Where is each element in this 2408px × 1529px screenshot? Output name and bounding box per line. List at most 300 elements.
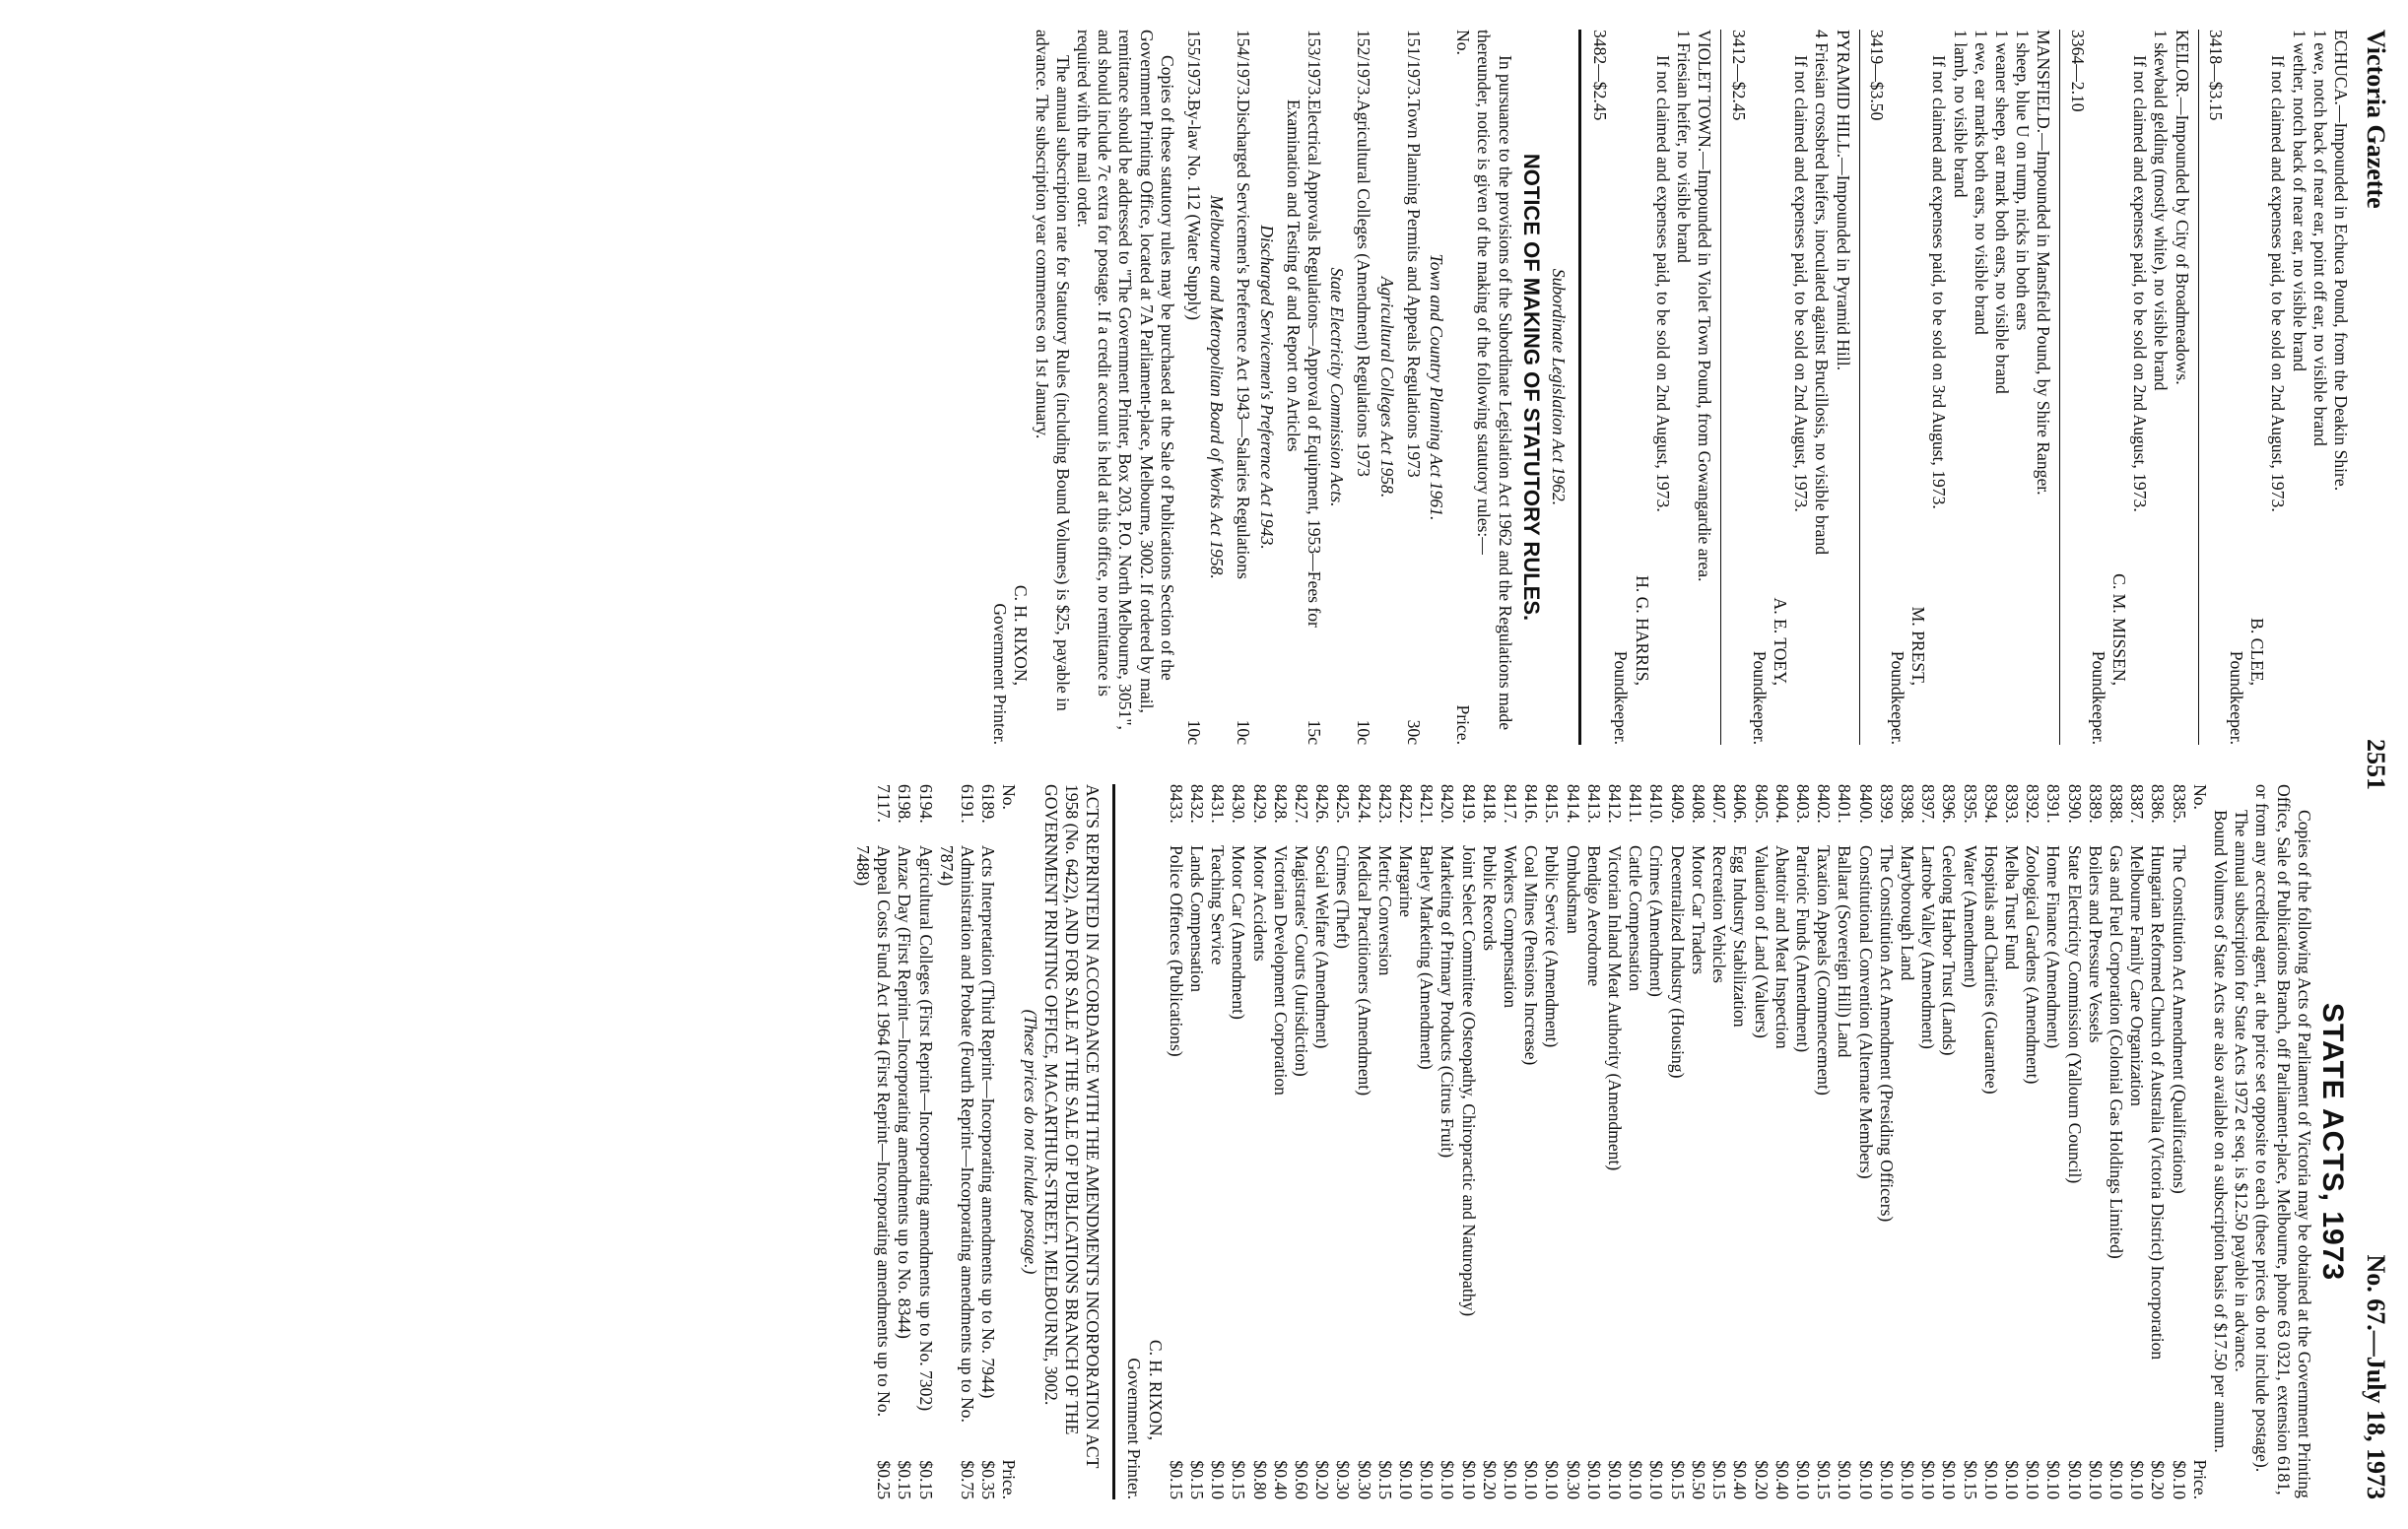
col-price: Price.: [999, 1459, 1020, 1499]
col-no: No.: [999, 784, 1020, 810]
act-price: $0.10: [1918, 1460, 1939, 1499]
col-price: Price.: [2189, 1459, 2210, 1499]
act-number: 8420.: [1438, 784, 1458, 824]
act-row: [1938, 784, 1959, 1499]
act-row: [1772, 784, 1792, 1499]
act-row: [1625, 784, 1645, 1499]
reprint-row: [894, 784, 914, 1499]
state-acts-table: [1166, 784, 2210, 1499]
act-title: Latrobe Valley (Amendment): [1918, 845, 1939, 1049]
enabling-act: Melbourne and Metropolitan Board of Works Act 1958.: [1207, 195, 1228, 579]
act-price: $0.30: [1333, 1460, 1354, 1499]
act-title: Water (Amendment): [1960, 845, 1980, 988]
act-price: $0.10: [2023, 1460, 2043, 1499]
act-price: $0.10: [1835, 1460, 1855, 1499]
subordinate-act: Subordinate Legislation Act 1962.: [1549, 268, 1570, 506]
act-title: Geelong Harbor Trust (Lands): [1939, 845, 1960, 1056]
animal-description: 1 ewe, ear marks both ears, no visible brand: [1971, 30, 1991, 335]
act-row: [1667, 784, 1688, 1499]
act-row: [1688, 784, 1708, 1499]
act-row: [2042, 784, 2063, 1499]
reprint-price: $0.15: [895, 1460, 915, 1499]
act-number: 8385.: [2169, 784, 2189, 824]
act-title: Motor Accidents: [1249, 845, 1270, 962]
act-number: 8410.: [1646, 784, 1667, 824]
pound-notice: [2059, 30, 2191, 745]
act-title: Social Welfare (Amendment): [1312, 845, 1333, 1049]
act-row: [1291, 784, 1311, 1499]
animal-description: 1 skewbald gelding (mostly white), no visible brand: [2151, 30, 2172, 391]
act-price: $0.10: [2085, 1460, 2106, 1499]
rules-signed-role: Government Printer.: [990, 603, 1011, 745]
reprint-number: 6198.: [895, 784, 915, 824]
act-number: 8406.: [1730, 784, 1751, 824]
reprint-price: $0.25: [874, 1460, 895, 1499]
act-number: 8426.: [1312, 784, 1333, 824]
act-title: Home Finance (Amendment): [2043, 845, 2064, 1049]
act-title: Motor Car (Amendment): [1229, 845, 1249, 1020]
act-price: $0.10: [1980, 1460, 2001, 1499]
reprint-title: Agricultural Colleges (First Reprint—Incorporating amendments up to No. 7302): [915, 845, 936, 1412]
act-number: 8389.: [2085, 784, 2106, 824]
poundkeeper-role: Poundkeeper.: [1749, 650, 1770, 745]
act-row: [2126, 784, 2147, 1499]
animal-description: 1 sheep, blue U on rump, nicks in both ears: [2013, 30, 2034, 331]
animal-description: 1 Friesian heifer, no visible brand: [1674, 30, 1695, 263]
act-price: $0.30: [1354, 1460, 1374, 1499]
act-price: $0.10: [1521, 1460, 1542, 1499]
act-price: $0.10: [1501, 1460, 1521, 1499]
enabling-act: State Electricity Commission Acts.: [1327, 267, 1348, 507]
left-column: [852, 30, 2351, 745]
act-title: Zoological Gardens (Amendment): [2023, 845, 2043, 1085]
pound-sale-note: If not claimed and expenses paid, to be sold on 2nd August, 1973.: [2268, 55, 2289, 512]
enabling-act: Agricultural Colleges Act 1958.: [1376, 276, 1397, 499]
act-number: 8430.: [1229, 784, 1249, 824]
reprint-row: [977, 784, 998, 1499]
notice-reference: 3482—$2.45: [1590, 30, 1611, 121]
poundkeeper-name: H. G. HARRIS,: [1632, 575, 1652, 686]
act-title: Melba Trust Fund: [2001, 845, 2022, 970]
act-title: Victorian Development Corporation: [1270, 845, 1291, 1096]
section-divider: [1112, 784, 1115, 1499]
pound-notice: [2198, 30, 2351, 745]
act-row: [1228, 784, 1248, 1499]
notice-reference: 3412—$2.45: [1728, 30, 1749, 121]
act-price: $0.15: [1667, 1460, 1688, 1499]
act-title: Bendigo Aerodrome: [1583, 845, 1604, 987]
state-acts-heading: STATE ACTS, 1973: [2316, 1002, 2349, 1282]
act-price: $0.10: [1542, 1460, 1563, 1499]
poundkeeper-name: M. PREST,: [1908, 606, 1929, 686]
acts-signed: C. H. RIXON,: [1145, 1339, 1166, 1440]
act-title: Barley Marketing (Amendment): [1417, 845, 1438, 1070]
act-number: 8425.: [1333, 784, 1354, 824]
act-price: $0.10: [1417, 1460, 1438, 1499]
rules-signed: C. H. RIXON,: [1011, 584, 1032, 686]
act-number: 8405.: [1751, 784, 1772, 824]
act-number: 8386.: [2148, 784, 2169, 824]
act-number: 8412.: [1605, 784, 1626, 824]
act-price: $0.10: [1605, 1460, 1626, 1499]
copies-notice: Copies of these statutory rules may be purchased at the Sale of Publications Section of the Government Printing Office, located at 7A Parliament-place, Melbourne, 3002. If ordered by mail, remittance should be addressed to "The Government Printer, Box 203, P.O. North Melbourne, 3051", and should include 7c extra for postage. If a credit account is held at this office, no remittance is required with the mail order.: [1074, 30, 1177, 730]
act-title: Workers Compensation: [1501, 845, 1521, 1009]
act-number: 8408.: [1688, 784, 1708, 824]
animal-description: 1 wether, notch back of near ear, no visible brand: [2289, 30, 2309, 371]
act-price: $0.10: [2106, 1460, 2126, 1499]
pound-notice: [1589, 30, 1714, 745]
rule-title: Electrical Approvals Regulations—Approval of Equipment, 1953—Fees for Examination and Testing of and Report on Articles: [1283, 99, 1325, 628]
notice-reference: 3418—$3.15: [2205, 30, 2226, 121]
act-row: [1186, 784, 1207, 1499]
act-row: [1583, 784, 1604, 1499]
act-row: [1980, 784, 2001, 1499]
act-row: [1959, 784, 1979, 1499]
act-price: $0.10: [2064, 1460, 2085, 1499]
publication-title: Victoria Gazette: [2362, 30, 2390, 209]
rule-row: [1403, 30, 1424, 745]
act-title: Margarine: [1396, 845, 1417, 917]
act-row: [1708, 784, 1729, 1499]
pound-sale-note: If not claimed and expenses paid, to be sold on 3rd August, 1973.: [1929, 55, 1950, 509]
notice-reference: 3364—2.10: [2067, 30, 2088, 112]
rule-price: 10c: [1234, 719, 1254, 745]
act-title: Recreation Vehicles: [1709, 845, 1730, 983]
act-title: Gas and Fuel Corporation (Colonial Gas Holdings Limited): [2106, 845, 2126, 1259]
state-acts-bound: Bound Volumes of State Acts are also available on a subscription basis of $17.50 per annum.: [2210, 810, 2231, 1453]
act-number: 8433.: [1166, 784, 1186, 824]
act-title: Cattle Compensation: [1626, 845, 1646, 992]
pound-title: VIOLET TOWN.—Impounded in Violet Town Pound, from Gowangardie area.: [1695, 30, 1715, 582]
pound-title: PYRAMID HILL.—Impounded in Pyramid Hill.: [1833, 30, 1853, 370]
act-price: $0.15: [1709, 1460, 1730, 1499]
reprint-row: [914, 784, 935, 1499]
act-price: $0.15: [1187, 1460, 1208, 1499]
act-number: 8429.: [1249, 784, 1270, 824]
act-title: Crimes (Theft): [1333, 845, 1354, 950]
act-title: Crimes (Amendment): [1646, 845, 1667, 997]
act-number: 8391.: [2043, 784, 2064, 824]
act-number: 8395.: [1960, 784, 1980, 824]
right-column: [852, 784, 2351, 1499]
pound-notice: [1859, 30, 2054, 745]
act-row: [1834, 784, 1854, 1499]
act-row: [2022, 784, 2042, 1499]
act-number: 8423.: [1374, 784, 1395, 824]
act-row: [2085, 784, 2106, 1499]
act-row: [1457, 784, 1478, 1499]
act-title: Teaching Service: [1208, 845, 1229, 965]
rule-row: [1233, 30, 1253, 745]
animal-description: 4 Friesian crossbred heifers, inoculated against Brucillosis, no visible brand: [1812, 30, 1833, 556]
act-number: 8397.: [1918, 784, 1939, 824]
act-title: Patriotic Funds (Amendment): [1792, 845, 1813, 1053]
act-number: 8404.: [1772, 784, 1792, 824]
pound-title: ECHUCA.—Impounded in Echuca Pound, from the Deakin Shire.: [2331, 30, 2351, 492]
act-title: Hungarian Reformed Church of Australia (Victoria District) Incorporation: [2148, 845, 2169, 1361]
act-number: 8414.: [1563, 784, 1583, 824]
rule-group-table: [1353, 30, 1373, 745]
rule-group-table: [1283, 30, 1324, 745]
act-title: The Constitution Act Amendment (Qualifications): [2169, 845, 2189, 1194]
rule-row: [1183, 30, 1204, 745]
statutory-rules-intro: In pursuance to the provisions of the Subordinate Legislation Act 1962 and the Regulations made thereunder, notice is given of the making of the following statutory rules:—: [1474, 30, 1515, 731]
act-row: [1813, 784, 1834, 1499]
act-number: 8417.: [1501, 784, 1521, 824]
rules-subscription: The annual subscription rate for Statutory Rules (including Bound Volumes) is $25, payable in advance. The subscription year commences on 1st January.: [1032, 30, 1073, 711]
act-title: Lands Compensation: [1187, 845, 1208, 993]
pound-title: MANSFIELD.—Impounded in Mansfield Pound, by Shire Ranger.: [2034, 30, 2054, 496]
act-title: Taxation Appeals (Commencement): [1814, 845, 1835, 1096]
rule-title: Town Planning Permits and Appeals Regulations 1973: [1403, 99, 1424, 478]
rule-number: 152/1973.: [1354, 30, 1374, 100]
act-row: [1500, 784, 1520, 1499]
notice-reference: 3419—$3.50: [1866, 30, 1887, 121]
act-price: $0.15: [1374, 1460, 1395, 1499]
act-number: 8411.: [1626, 784, 1646, 823]
act-title: Melbourne Family Care Organization: [2127, 845, 2148, 1106]
act-row: [1541, 784, 1562, 1499]
act-row: [1562, 784, 1582, 1499]
poundkeeper-name: A. E. TOEY,: [1770, 597, 1790, 686]
act-price: $0.10: [1876, 1460, 1897, 1499]
act-title: Police Offences (Publications): [1166, 845, 1186, 1057]
reprint-price: $0.35: [978, 1460, 999, 1499]
act-row: [1311, 784, 1332, 1499]
col-no: No.: [2189, 784, 2210, 810]
act-number: 8413.: [1583, 784, 1604, 824]
reprinted-table: [852, 784, 1020, 1499]
act-title: Coal Mines (Pensions Increase): [1521, 845, 1542, 1066]
act-price: $0.30: [1563, 1460, 1583, 1499]
act-number: 8402.: [1814, 784, 1835, 824]
act-price: $0.10: [1458, 1460, 1479, 1499]
poundkeeper-role: Poundkeeper.: [2088, 650, 2108, 745]
act-row: [2147, 784, 2168, 1499]
act-number: 8428.: [1270, 784, 1291, 824]
act-row: [2106, 784, 2126, 1499]
act-row: [1750, 784, 1771, 1499]
act-title: State Electricity Commission (Yallourn Council): [2064, 845, 2085, 1184]
rule-price: 10c: [1354, 719, 1374, 745]
reprint-price: $0.75: [958, 1460, 977, 1499]
animal-description: 1 lamb, no visible brand: [1950, 30, 1971, 198]
pound-title: KEILOR.—Impounded by City of Broadmeadows.: [2172, 30, 2192, 385]
pound-notices: [1589, 30, 2351, 745]
act-price: $0.40: [1730, 1460, 1751, 1499]
reprint-number: 6191.: [958, 784, 977, 824]
rule-groups: [1183, 30, 1446, 745]
act-row: [1437, 784, 1457, 1499]
act-price: $0.15: [1166, 1460, 1186, 1499]
act-row: [1645, 784, 1666, 1499]
reprint-number: 6189.: [978, 784, 999, 824]
act-row: [1353, 784, 1373, 1499]
act-row: [1917, 784, 1938, 1499]
act-row: [1792, 784, 1813, 1499]
rule-price: 30c: [1403, 719, 1424, 745]
rule-number: 154/1973.: [1234, 30, 1254, 100]
act-number: 8422.: [1396, 784, 1417, 824]
rule-title: Discharged Servicemen's Preference Act 1943—Salaries Regulations: [1234, 99, 1254, 579]
act-price: $0.10: [1792, 1460, 1813, 1499]
act-price: $0.10: [1626, 1460, 1646, 1499]
act-price: $0.10: [1939, 1460, 1960, 1499]
act-title: Ombudsman: [1563, 845, 1583, 934]
statutory-rules-table: [1452, 30, 1473, 745]
rule-group-table: [1403, 30, 1424, 745]
rule-price: 10c: [1184, 719, 1205, 745]
act-number: 8427.: [1292, 784, 1312, 824]
act-row: [1729, 784, 1750, 1499]
act-price: $0.10: [1396, 1460, 1417, 1499]
poundkeeper-role: Poundkeeper.: [1887, 650, 1907, 745]
act-row: [1374, 784, 1395, 1499]
act-row: [1479, 784, 1500, 1499]
section-divider: [1578, 30, 1581, 745]
reprint-title: Acts Interpretation (Third Reprint—Incorporating amendments up to No. 7944): [978, 845, 999, 1399]
page-number: 2551: [2362, 739, 2390, 790]
pound-sale-note: If not claimed and expenses paid, to be sold on 2nd August, 1973.: [1791, 55, 1812, 512]
act-number: 8399.: [1876, 784, 1897, 824]
act-price: $0.20: [1479, 1460, 1500, 1499]
act-number: 8418.: [1479, 784, 1500, 824]
act-title: Hospitals and Charities (Guarantee): [1980, 845, 2001, 1095]
act-row: [1876, 784, 1897, 1499]
enabling-act: Town and Country Planning Act 1961.: [1427, 253, 1447, 521]
poundkeeper-name: B. CLEE,: [2247, 618, 2268, 686]
pound-sale-note: If not claimed and expenses paid, to be sold on 2nd August, 1973.: [2130, 55, 2151, 512]
issue-date: No. 67.—July 18, 1973: [2362, 1254, 2390, 1499]
rule-price: 15c: [1304, 719, 1325, 745]
act-price: $0.20: [2148, 1460, 2169, 1499]
rule-number: 153/1973.: [1304, 30, 1325, 100]
state-acts-subscription: The annual subscription for State Acts 1972 et seq. is $12.50 payable in advance.: [2232, 810, 2252, 1372]
act-price: $0.10: [2001, 1460, 2022, 1499]
act-row: [2001, 784, 2022, 1499]
rule-row: [1353, 30, 1373, 745]
rule-title: By-law No. 112 (Water Supply): [1184, 99, 1205, 321]
enabling-act: Discharged Servicemen's Preference Act 1943.: [1256, 225, 1277, 550]
act-row: [2168, 784, 2188, 1499]
act-title: Ballarat (Sovereign Hill) Land: [1835, 845, 1855, 1058]
reprinted-note: (These prices do not include postage.): [1020, 1009, 1040, 1275]
animal-description: 1 weaner sheep, ear mark both ears, no visible brand: [1991, 30, 2012, 394]
act-title: Decentralized Industry (Housing): [1667, 845, 1688, 1079]
act-number: 8398.: [1897, 784, 1917, 824]
act-price: $0.15: [1229, 1460, 1249, 1499]
act-price: $0.10: [1897, 1460, 1917, 1499]
pound-notice: [1720, 30, 1852, 745]
subordinate-legislation-section: [989, 30, 1569, 745]
act-title: The Constitution Act Amendment (Presiding Officers): [1876, 845, 1897, 1223]
act-title: Public Records: [1479, 845, 1500, 952]
reprint-row: [936, 784, 977, 1499]
act-row: [1270, 784, 1291, 1499]
act-title: Valuation of Land (Valuers): [1751, 845, 1772, 1038]
act-title: Metric Conversion: [1374, 845, 1395, 976]
pound-sale-note: If not claimed and expenses paid, to be sold on 2nd August, 1973.: [1652, 55, 1673, 512]
acts-signed-role: Government Printer.: [1124, 1358, 1145, 1499]
act-number: 8388.: [2106, 784, 2126, 824]
act-title: Magistrates' Courts (Jurisdiction): [1292, 845, 1312, 1077]
animal-description: 1 ewe, notch back of near ear, point off ear, no visible brand: [2309, 30, 2330, 446]
act-number: 8421.: [1417, 784, 1438, 824]
act-title: Egg Industry Stabilization: [1730, 845, 1751, 1028]
reprint-number: 6194.: [915, 784, 936, 824]
rule-number: 155/1973.: [1184, 30, 1205, 100]
act-price: $0.20: [1312, 1460, 1333, 1499]
act-number: 8419.: [1458, 784, 1479, 824]
act-price: $0.60: [1292, 1460, 1312, 1499]
reprint-title: Appeal Costs Fund Act 1964 (First Reprint—Incorporating amendments up to No. 7488): [852, 845, 895, 1418]
act-number: 8407.: [1709, 784, 1730, 824]
poundkeeper-role: Poundkeeper.: [1611, 650, 1632, 745]
reprinted-heading: ACTS REPRINTED IN ACCORDANCE WITH THE AMENDMENTS INCORPORATION ACT 1958 (No. 6422), AND FOR SALE AT THE SALE OF PUBLICATIONS BRANCH OF THE GOVERNMENT PRINTING OFFICE, MACARTHUR-STREET, MELBOURNE, 3002.: [1040, 784, 1104, 1469]
reprint-title: Administration and Probate (Fourth Reprint—Incorporating amendments up to No. 7874): [936, 845, 977, 1423]
rule-number: 151/1973.: [1403, 30, 1424, 100]
act-number: 8396.: [1939, 784, 1960, 824]
act-row: [1395, 784, 1416, 1499]
act-price: $0.10: [1438, 1460, 1458, 1499]
poundkeeper-name: C. M. MISSEN,: [2108, 573, 2129, 686]
rule-group-table: [1233, 30, 1253, 745]
act-title: Public Service (Amendment): [1542, 845, 1563, 1048]
act-row: [1248, 784, 1269, 1499]
rule-title: Agricultural Colleges (Amendment) Regulations 1973: [1354, 99, 1374, 477]
act-number: 8409.: [1667, 784, 1688, 824]
act-title: Boilers and Pressure Vessels: [2085, 845, 2106, 1043]
act-row: [1207, 784, 1228, 1499]
act-number: 8432.: [1187, 784, 1208, 824]
act-price: $0.15: [1814, 1460, 1835, 1499]
state-acts-intro: Copies of the following Acts of Parliament of Victoria may be obtained at the Government Printing Office, Sale of Publications Branch, off Parliament-place, Melbourne, phone 63 0321, extension 6181, or from any accredited agent, at the price set opposite to each (these prices do not include postage).: [2252, 784, 2314, 1498]
act-title: Marketing of Primary Products (Citrus Fruit): [1438, 845, 1458, 1159]
act-row: [2063, 784, 2084, 1499]
notice-divider: [2059, 30, 2060, 745]
act-number: 8393.: [2001, 784, 2022, 824]
act-price: $0.10: [1855, 1460, 1876, 1499]
act-number: 8415.: [1542, 784, 1563, 824]
act-number: 8401.: [1835, 784, 1855, 824]
act-number: 8387.: [2127, 784, 2148, 824]
act-row: [1416, 784, 1437, 1499]
act-price: $0.20: [1751, 1460, 1772, 1499]
act-row: [1166, 784, 1186, 1499]
rule-group-table: [1183, 30, 1204, 745]
act-price: $0.10: [1208, 1460, 1229, 1499]
act-price: $0.50: [1688, 1460, 1708, 1499]
statutory-rules-heading: NOTICE OF MAKING OF STATUTORY RULES.: [1518, 153, 1544, 622]
page-header: [2351, 30, 2396, 1499]
act-row: [1604, 784, 1625, 1499]
act-row: [1854, 784, 1875, 1499]
poundkeeper-role: Poundkeeper.: [2226, 650, 2246, 745]
act-price: $0.40: [1270, 1460, 1291, 1499]
act-row: [1332, 784, 1353, 1499]
act-title: Victorian Inland Meat Authority (Amendment): [1605, 845, 1626, 1171]
act-number: 8416.: [1521, 784, 1542, 824]
reprint-price: $0.15: [915, 1460, 936, 1499]
act-price: $0.40: [1772, 1460, 1792, 1499]
act-title: Constitutional Convention (Alternate Members): [1855, 845, 1876, 1179]
act-price: $0.80: [1249, 1460, 1270, 1499]
act-price: $0.10: [2169, 1460, 2189, 1499]
act-price: $0.10: [1583, 1460, 1604, 1499]
notice-divider: [1720, 30, 1721, 745]
act-price: $0.10: [2043, 1460, 2064, 1499]
act-number: 8390.: [2064, 784, 2085, 824]
